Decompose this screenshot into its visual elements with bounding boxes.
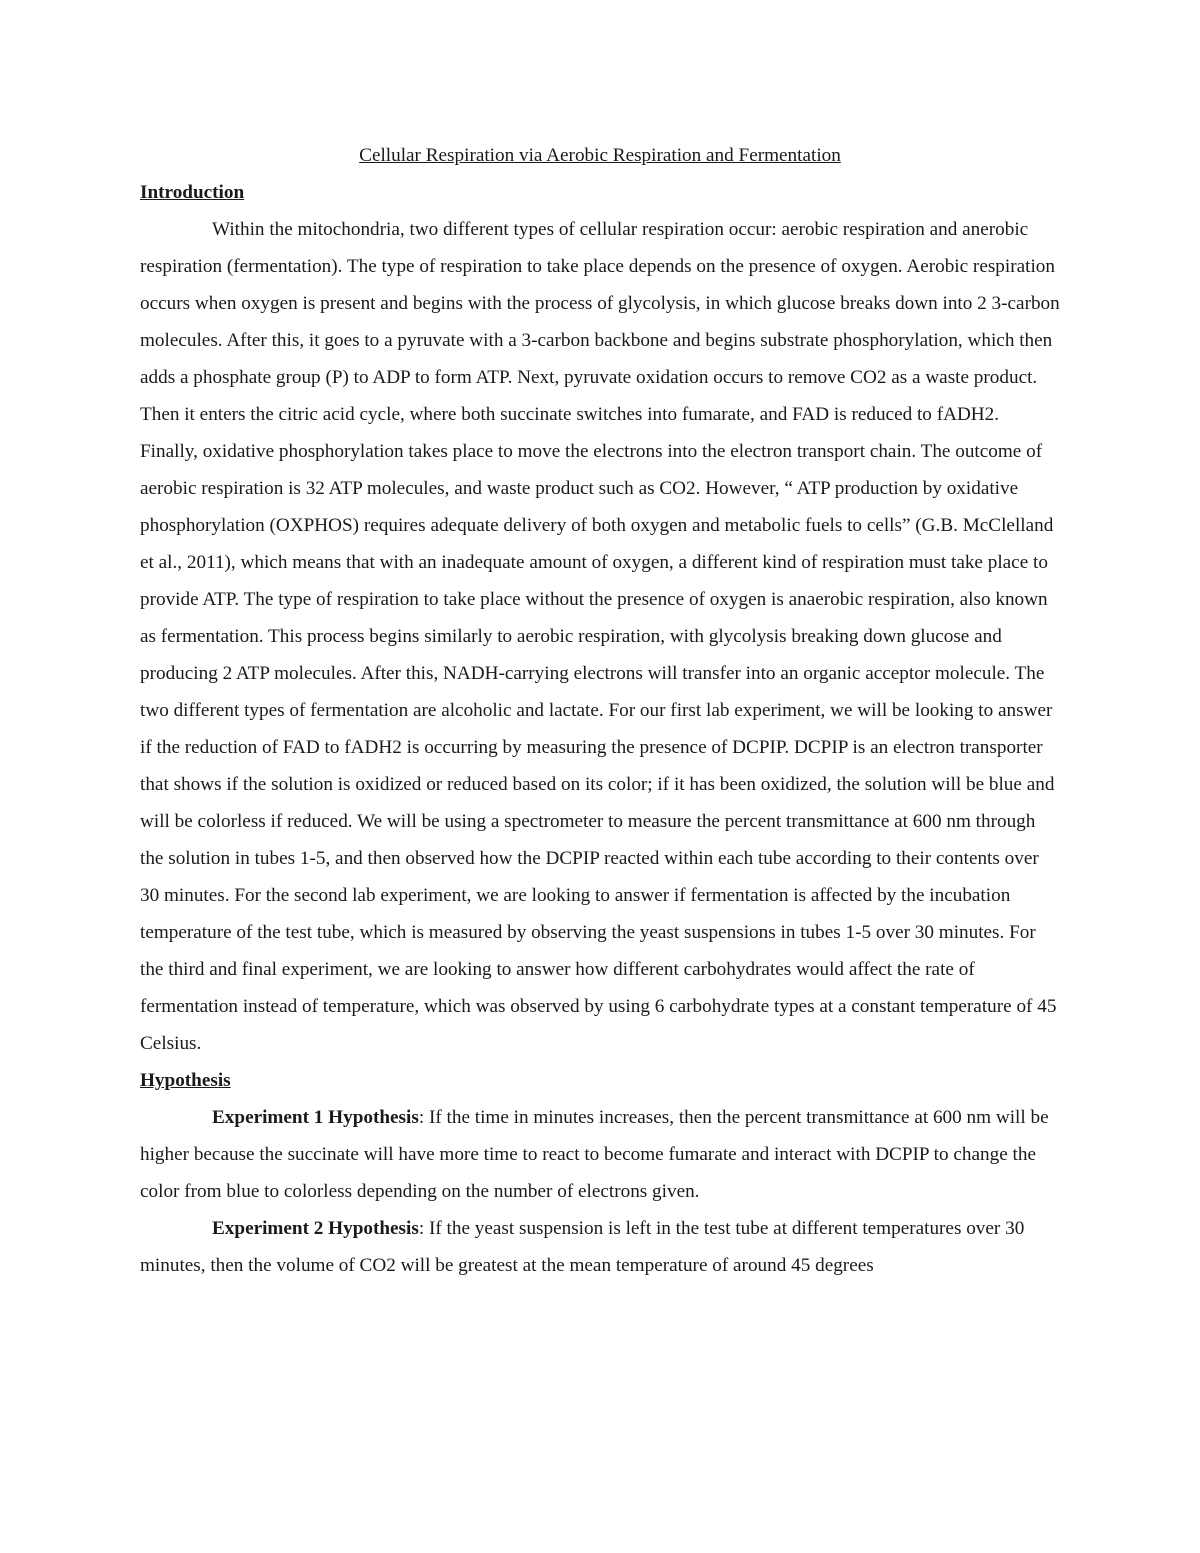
introduction-heading: Introduction (140, 182, 245, 203)
experiment-2-hypothesis-text: : If the yeast suspension is left in the test tube at different temperatures over 30 minutes, then the volume of CO2 will be greatest at the mean temperature of around 45 degrees (140, 1218, 1025, 1276)
hypothesis-heading: Hypothesis (140, 1070, 231, 1091)
experiment-2-hypothesis-paragraph (140, 1210, 1060, 1284)
paragraph-text: Within the mitochondria, two different types of cellular respiration occur: aerobic respiration and anerobic respiration (fermentation). The type of respiration to take place depends on the presence of oxygen. Aerobic respiration occurs when oxygen is present and begins with the process of glycolysis, in which glucose breaks down into 2 3-carbon molecules. After this, it goes to a pyruvate with a 3-carbon backbone and begins substrate phosphorylation, which then adds a phosphate group (P) to ADP to form ATP. Next, pyruvate oxidation occurs to remove CO2 as a waste product. Then it enters the citric acid cycle, where both succinate switches into fumarate, and FAD is reduced to fADH2. Finally, oxidative phosphorylation takes place to move the electrons into the electron transport chain. The outcome of aerobic respiration is 32 ATP molecules, and waste product such as CO2. However, “ ATP production by oxidative phosphorylation (OXPHOS) requires adequate delivery of both oxygen and metabolic fuels to cells” (G.B. McClelland et al., 2011), which means that with an inadequate amount of oxygen, a different kind of respiration must take place to provide ATP. The type of respiration to take place without the presence of oxygen is anaerobic respiration, also known as fermentation. This process begins similarly to aerobic respiration, with glycolysis breaking down glucose and producing 2 ATP molecules. After this, NADH-carrying electrons will transfer into an organic acceptor molecule. The two different types of fermentation are alcoholic and lactate. For our first lab experiment, we will be looking to answer if the reduction of FAD to fADH2 is occurring by measuring the presence of DCPIP. DCPIP is an electron transporter that shows if the solution is oxidized or reduced based on its color; if it has been oxidized, the solution will be blue and will be colorless if reduced. We will be using a spectrometer to measure the percent transmittance at 600 nm through the solution in tubes 1-5, and then observed how the DCPIP reacted within each tube according to their contents over 30 minutes. For the second lab experiment, we are looking to answer if fermentation is affected by the incubation temperature of the test tube, which is measured by observing the yeast suspensions in tubes 1-5 over 30 minutes. For the third and final experiment, we are looking to answer how different carbohydrates would affect the rate of fermentation instead of temperature, which was observed by using 6 carbohydrate types at a constant temperature of 45 Celsius. (140, 219, 1060, 1054)
experiment-1-hypothesis-label: Experiment 1 Hypothesis (212, 1107, 419, 1128)
document-title: Cellular Respiration via Aerobic Respiration and Fermentation (359, 145, 841, 166)
experiment-1-hypothesis-text: : If the time in minutes increases, then the percent transmittance at 600 nm will be higher because the succinate will have more time to react to become fumarate and interact with DCPIP to change the color from blue to colorless depending on the number of electrons given. (140, 1107, 1049, 1202)
introduction-paragraph (140, 211, 1060, 1062)
document-body (140, 137, 1060, 1284)
experiment-2-hypothesis-label: Experiment 2 Hypothesis (212, 1218, 419, 1239)
experiment-1-hypothesis-paragraph (140, 1099, 1060, 1210)
